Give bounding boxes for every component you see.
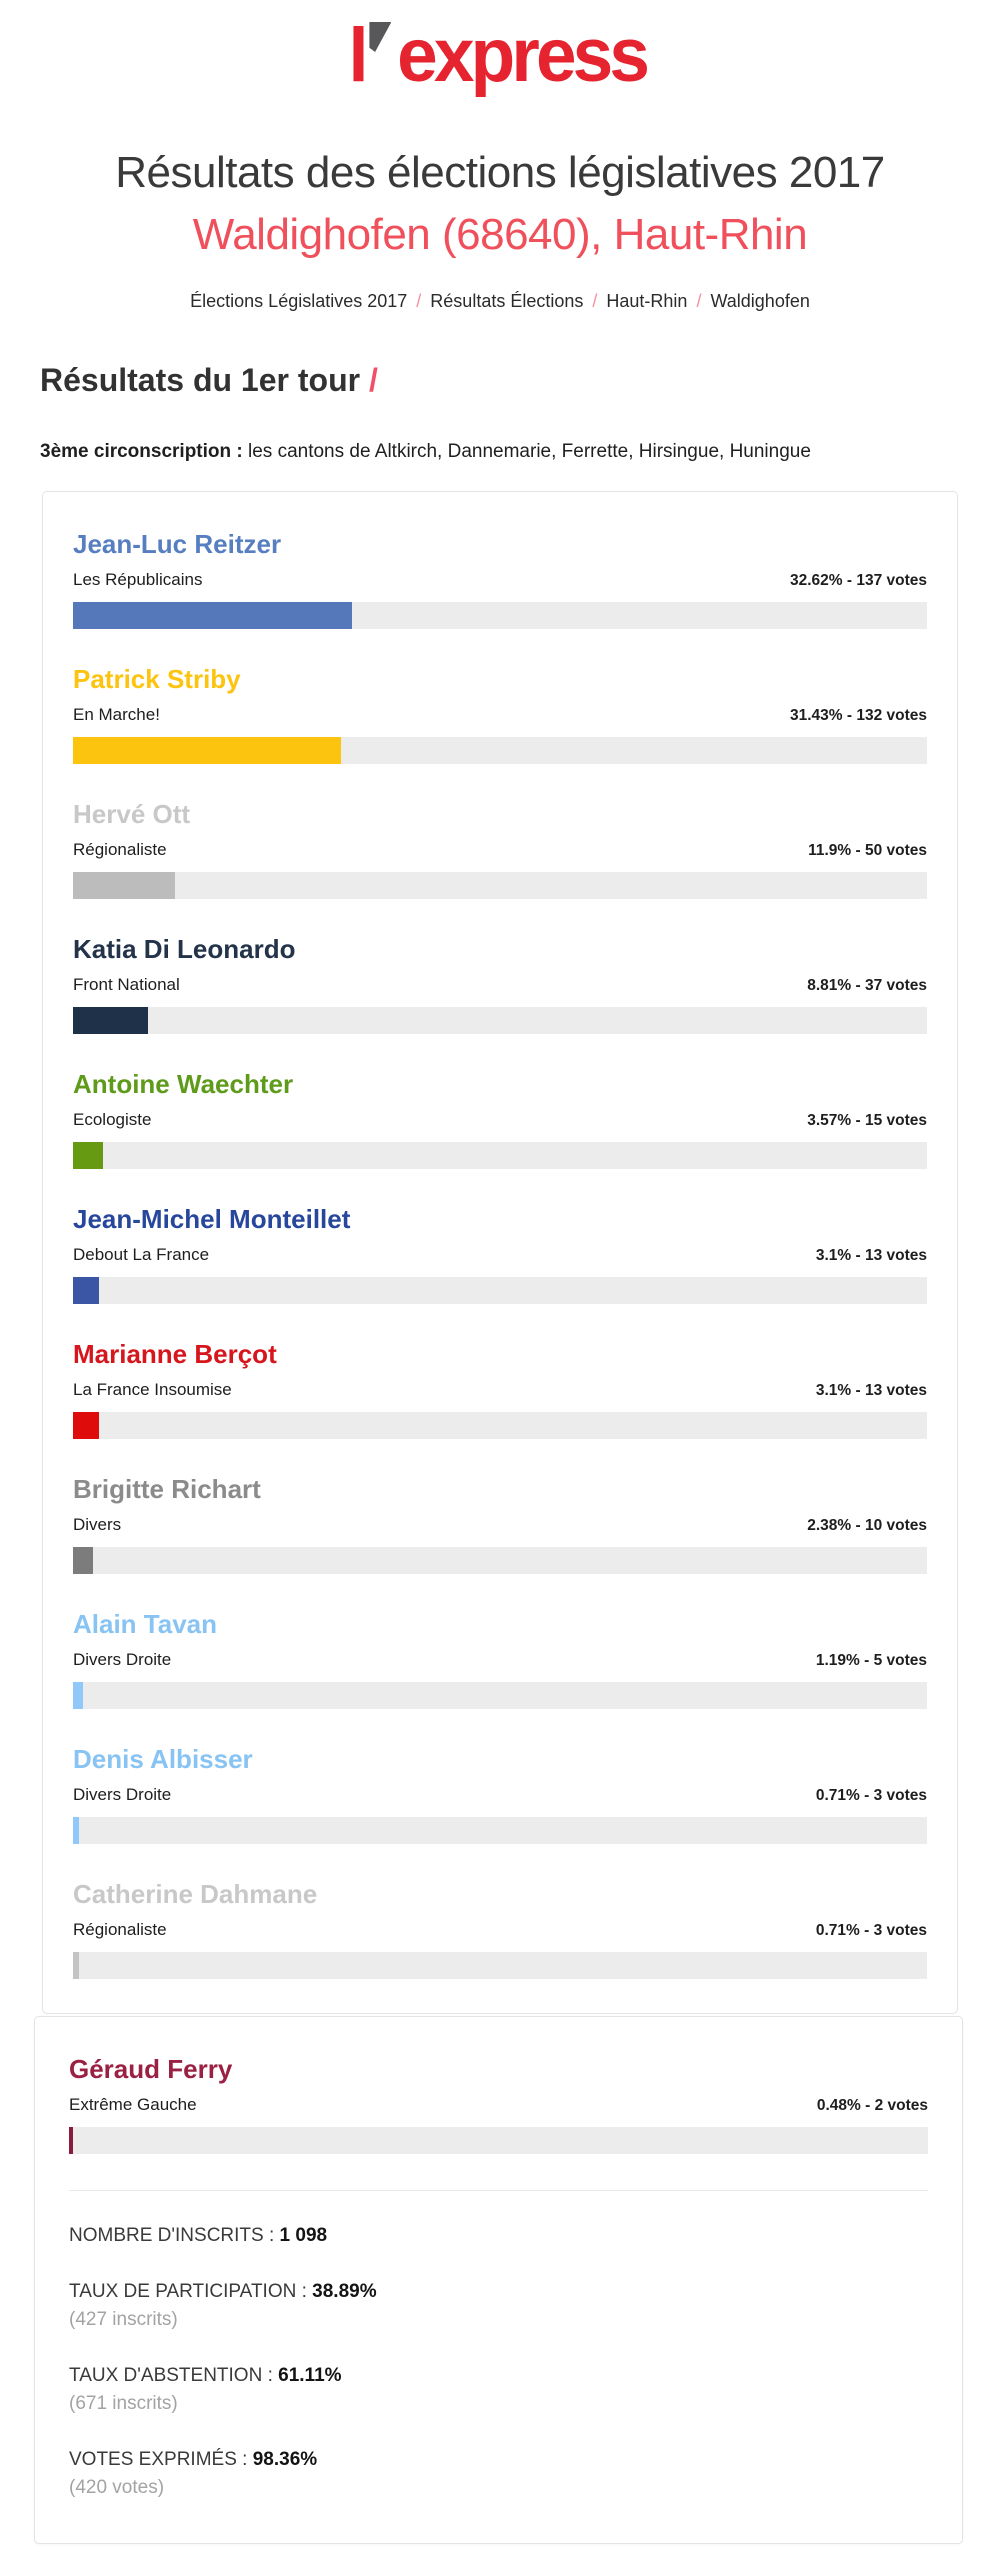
stat-line [69, 2363, 928, 2389]
candidate-name-link[interactable]: Patrick Striby [73, 664, 241, 694]
result-bar-fill [73, 737, 341, 764]
candidate-row [73, 1304, 927, 1439]
candidate-meta [73, 975, 927, 995]
stat-sub: (420 votes) [69, 2477, 165, 2498]
candidate-row [73, 1709, 927, 1844]
candidate-name-link[interactable]: Katia Di Leonardo [73, 934, 296, 964]
candidate-row [73, 899, 927, 1034]
candidate-result: 0.48% - 2 votes [816, 2097, 928, 2114]
breadcrumb-link[interactable]: Élections Législatives 2017 [190, 291, 408, 311]
result-bar-track [73, 1277, 927, 1304]
candidate-result: 1.19% - 5 votes [815, 1652, 927, 1669]
candidate-row [73, 1439, 927, 1574]
candidate-row [73, 1169, 927, 1304]
candidate-name-link[interactable]: Antoine Waechter [73, 1069, 294, 1099]
candidate-result: 3.1% - 13 votes [815, 1247, 927, 1264]
candidate-result: 0.71% - 3 votes [815, 1922, 927, 1939]
result-bar-track [73, 1952, 927, 1979]
result-bar-fill [73, 1817, 79, 1844]
breadcrumb-separator: / [696, 291, 702, 311]
result-bar-track [73, 1817, 927, 1844]
breadcrumb-link[interactable]: Haut-Rhin [606, 291, 688, 311]
candidate-row [73, 1574, 927, 1709]
candidate-party: Régionaliste [73, 840, 167, 859]
candidate-name-link[interactable]: Denis Albisser [73, 1744, 253, 1774]
result-bar-track [73, 737, 927, 764]
stat-value: 98.36% [252, 2449, 318, 2470]
stat-value: 1 098 [279, 2225, 328, 2246]
stat-line [69, 2223, 928, 2249]
logo-text-l: l [348, 13, 366, 98]
stat-line [69, 2447, 928, 2473]
round-results-heading [40, 362, 1000, 399]
stat-sub: (427 inscrits) [69, 2309, 178, 2330]
result-bar-fill [69, 2127, 73, 2154]
stat-sub: (671 inscrits) [69, 2393, 178, 2414]
candidate-result: 31.43% - 132 votes [789, 707, 927, 724]
candidate-result: 11.9% - 50 votes [808, 842, 927, 859]
candidate-meta [73, 705, 927, 725]
footer-candidate-area [69, 2019, 928, 2154]
candidate-name-link[interactable]: Marianne Berçot [73, 1339, 277, 1369]
result-bar-track [73, 1142, 927, 1169]
page-subtitle-location: Waldighofen (68640), Haut-Rhin [192, 210, 808, 259]
stat-label: TAUX D'ABSTENTION : [69, 2365, 273, 2386]
candidate-name-link[interactable]: Jean-Luc Reitzer [73, 529, 282, 559]
candidate-party: Ecologiste [73, 1110, 152, 1129]
result-bar-fill [73, 602, 352, 629]
candidate-meta [73, 1110, 927, 1130]
candidate-party: Divers Droite [73, 1650, 172, 1669]
breadcrumb [0, 291, 1000, 312]
breadcrumb-link[interactable]: Waldighofen [710, 291, 810, 311]
stat-label: TAUX DE PARTICIPATION : [69, 2281, 307, 2302]
candidate-party: Régionaliste [73, 1920, 167, 1939]
stat-item [69, 2447, 928, 2501]
candidate-meta [73, 1245, 927, 1265]
candidate-result: 2.38% - 10 votes [807, 1517, 927, 1534]
breadcrumb-link[interactable]: Résultats Élections [430, 291, 584, 311]
logo-apostrophe-icon [369, 22, 391, 52]
result-bar-fill [73, 1682, 83, 1709]
circonscription-label: 3ème circonscription : [40, 441, 243, 462]
result-bar-track [73, 1547, 927, 1574]
stat-value: 38.89% [312, 2281, 377, 2302]
candidate-party: Front National [73, 975, 180, 994]
stat-label: VOTES EXPRIMÉS : [69, 2449, 248, 2470]
result-bar-track [73, 872, 927, 899]
candidate-meta [73, 1650, 927, 1670]
header-logo-area [0, 0, 1000, 98]
result-bar-track [73, 602, 927, 629]
breadcrumb-separator: / [416, 291, 422, 311]
candidate-name-link[interactable]: Brigitte Richart [73, 1474, 261, 1504]
candidate-party: En Marche! [73, 705, 160, 724]
heading-slash-accent: / [368, 362, 378, 398]
candidate-party: Divers [73, 1515, 122, 1534]
candidate-result: 32.62% - 137 votes [789, 572, 927, 589]
candidate-meta [73, 570, 927, 590]
result-bar-fill [73, 1412, 99, 1439]
result-bar-fill [73, 1277, 99, 1304]
candidate-row [73, 629, 927, 764]
logo-text-express: express [397, 13, 647, 98]
candidate-meta [73, 1380, 927, 1400]
turnout-stats [69, 2191, 928, 2539]
candidate-party: Extrême Gauche [69, 2095, 197, 2114]
candidate-party: Les Républicains [73, 570, 203, 589]
candidate-result: 3.1% - 13 votes [815, 1382, 927, 1399]
round-results-heading-text: Résultats du 1er tour [40, 362, 361, 398]
candidate-party: La France Insoumise [73, 1380, 232, 1399]
candidate-meta [73, 1920, 927, 1940]
candidate-meta [73, 1515, 927, 1535]
result-bar-track [73, 1412, 927, 1439]
candidate-name-link[interactable]: Alain Tavan [73, 1609, 218, 1639]
candidate-meta [73, 1785, 927, 1805]
stat-item [69, 2279, 928, 2333]
results-card-main [42, 491, 958, 2014]
candidate-result: 3.57% - 15 votes [807, 1112, 927, 1129]
stat-label: NOMBRE D'INSCRITS : [69, 2225, 275, 2246]
result-bar-track [73, 1007, 927, 1034]
candidate-row [73, 764, 927, 899]
lexpress-logo-link[interactable] [348, 14, 651, 98]
stat-line [69, 2279, 928, 2305]
candidate-row [69, 2019, 928, 2154]
page-title: Résultats des élections législatives 2017 [115, 148, 885, 197]
stat-item [69, 2363, 928, 2417]
result-bar-fill [73, 1547, 93, 1574]
result-bar-fill [73, 872, 175, 899]
candidate-row [73, 1034, 927, 1169]
circonscription-text: les cantons de Altkirch, Dannemarie, Ferrette, Hirsingue, Huningue [248, 441, 811, 462]
candidate-party: Debout La France [73, 1245, 210, 1264]
candidate-row [73, 1844, 927, 1979]
result-bar-fill [73, 1142, 103, 1169]
circonscription-line [40, 441, 1000, 463]
candidate-result: 0.71% - 3 votes [815, 1787, 927, 1804]
breadcrumb-separator: / [592, 291, 598, 311]
candidate-result: 8.81% - 37 votes [807, 977, 927, 994]
result-bar-fill [73, 1952, 79, 1979]
result-bar-track [69, 2127, 928, 2154]
stat-item [69, 2223, 928, 2249]
candidate-name-link[interactable]: Jean-Michel Monteillet [73, 1204, 351, 1234]
candidate-name-link[interactable]: Catherine Dahmane [73, 1879, 318, 1909]
candidate-name-link[interactable]: Géraud Ferry [69, 2054, 233, 2084]
candidate-name-link[interactable]: Hervé Ott [73, 799, 191, 829]
candidate-party: Divers Droite [73, 1785, 172, 1804]
candidate-row [73, 494, 927, 629]
stat-value: 61.11% [278, 2365, 342, 2386]
result-bar-track [73, 1682, 927, 1709]
result-bar-fill [73, 1007, 148, 1034]
results-card-footer [34, 2016, 963, 2544]
candidate-meta [73, 840, 927, 860]
candidate-meta [69, 2095, 928, 2115]
